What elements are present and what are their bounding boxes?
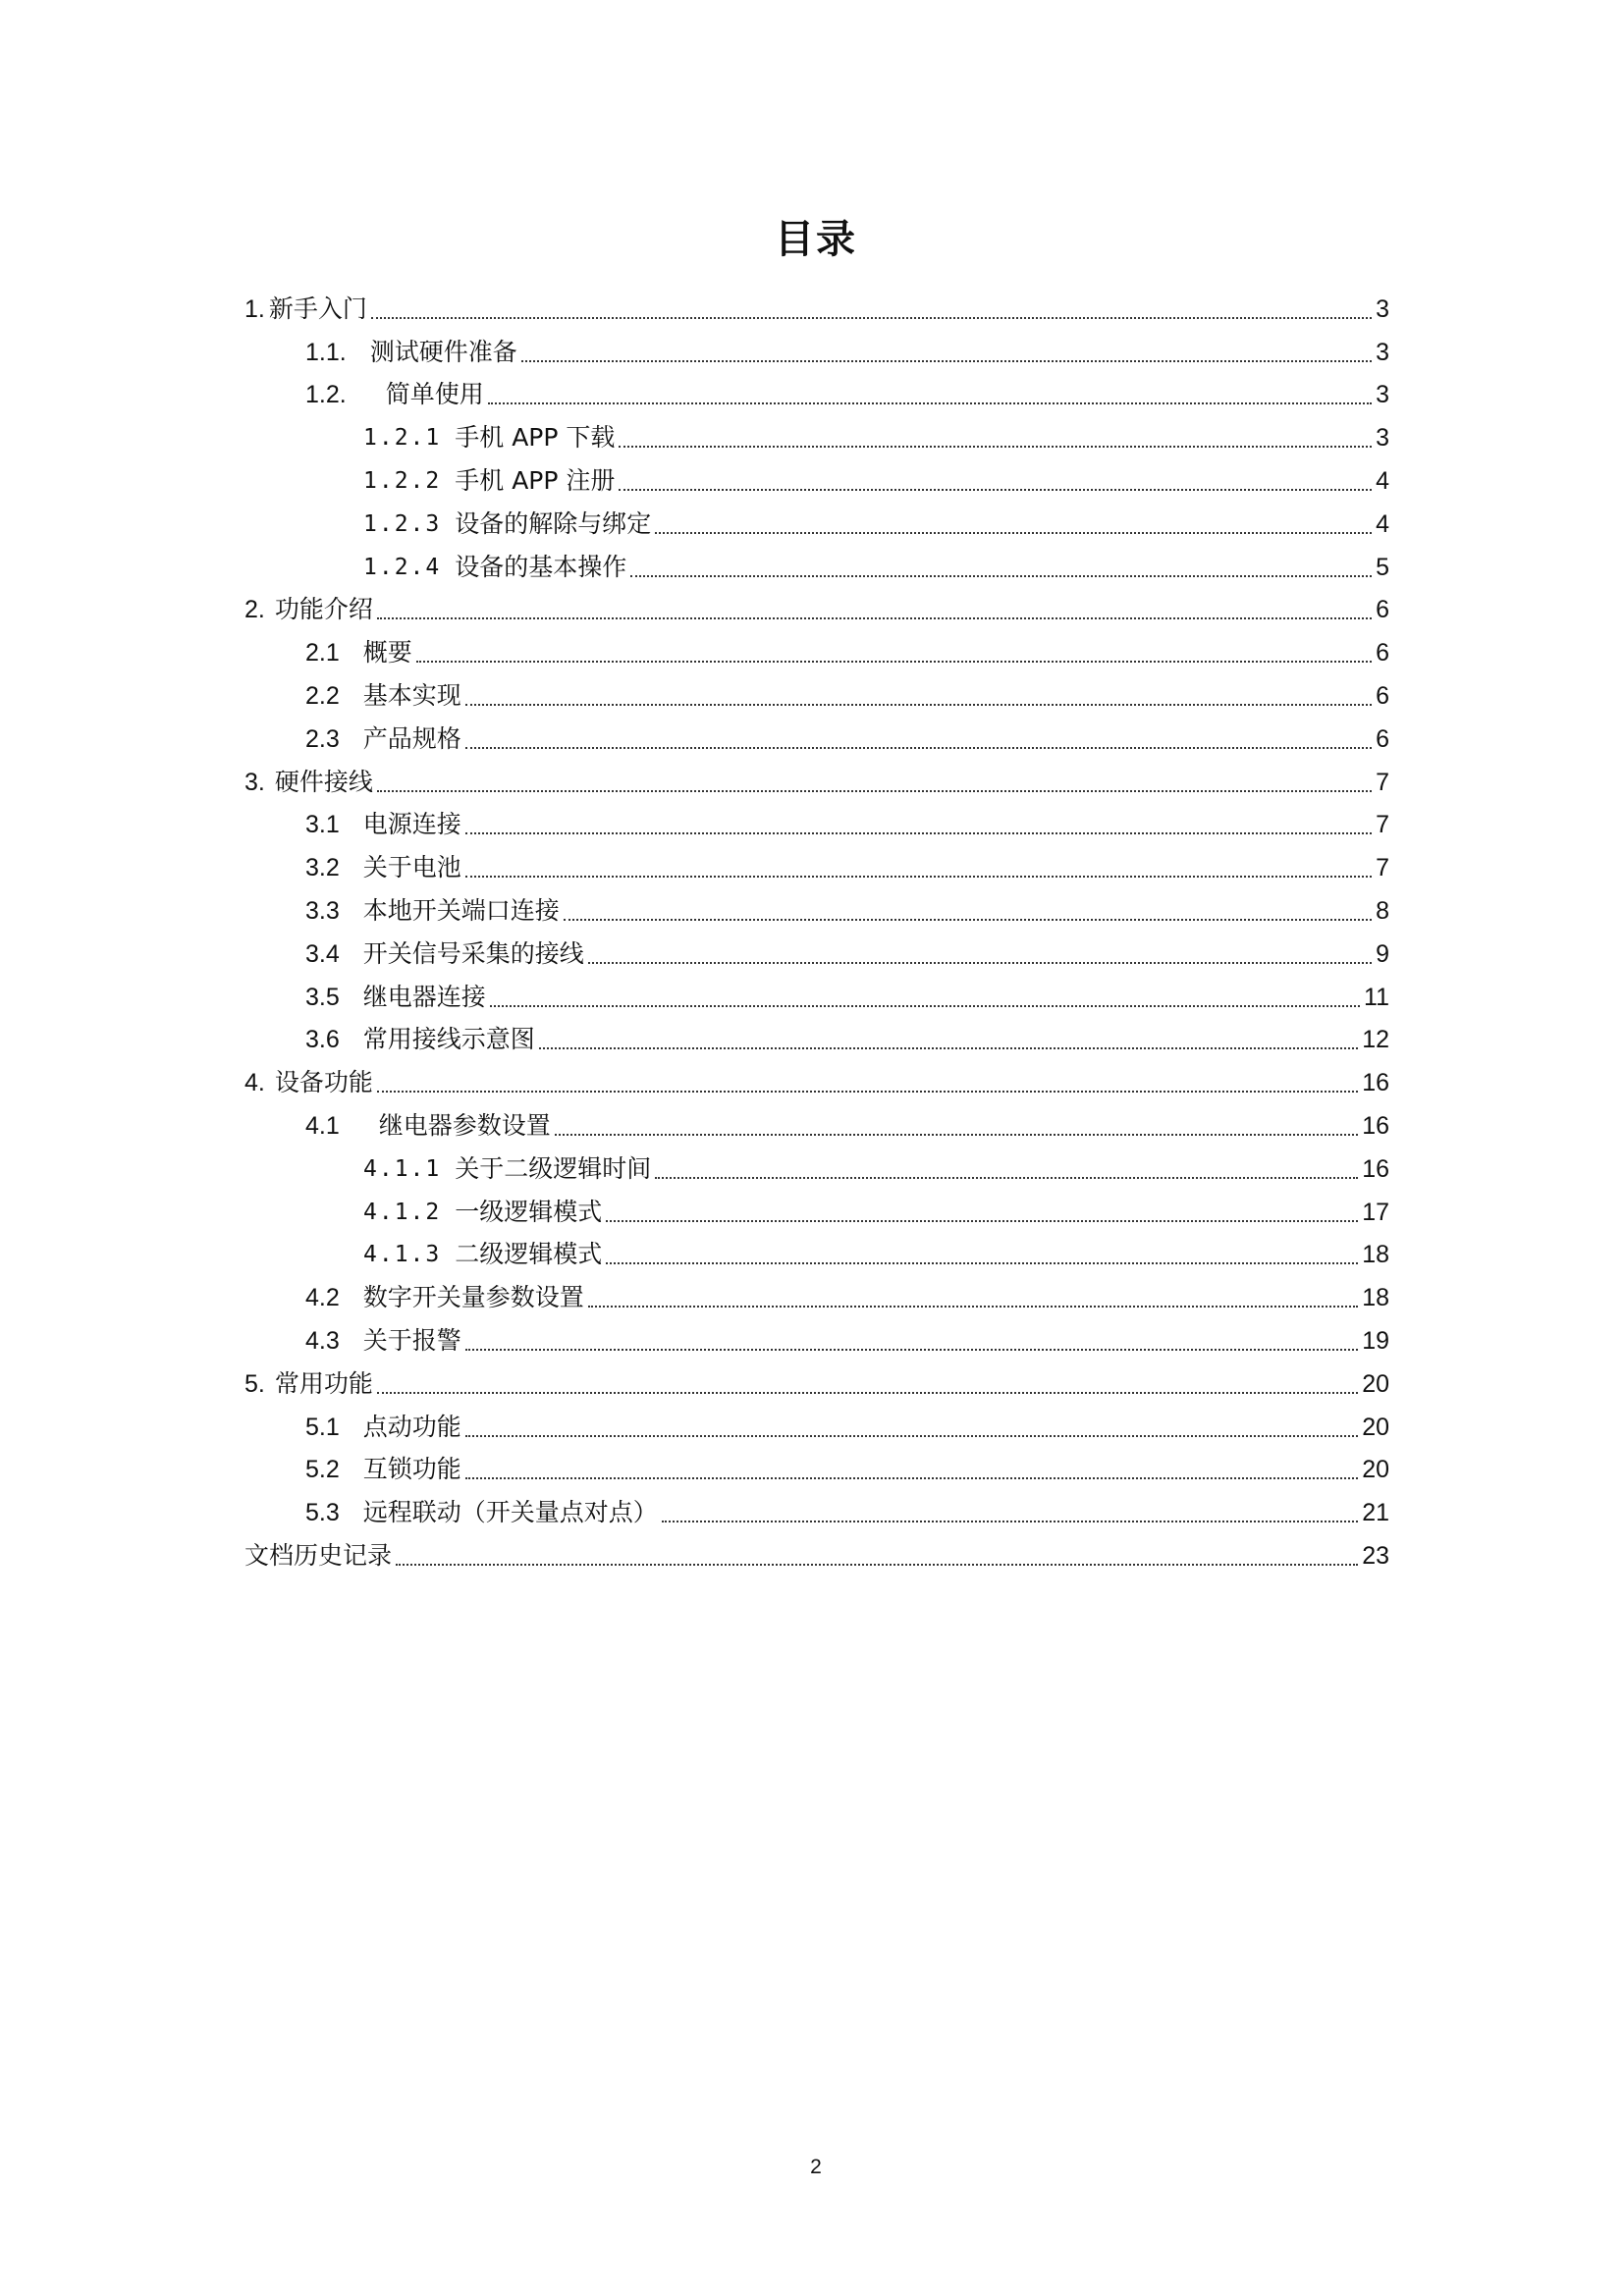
- dot-leader: [655, 1177, 1358, 1179]
- toc-entry-number: 5.: [244, 1369, 265, 1398]
- dot-leader: [662, 1521, 1358, 1522]
- toc-entry-number: 1.1.: [305, 338, 347, 366]
- dot-leader: [564, 919, 1372, 921]
- toc-entry-page-number: 4: [1376, 467, 1389, 496]
- page-number: 2: [810, 2156, 822, 2178]
- toc-entry[interactable]: [244, 331, 1389, 374]
- toc-entry-number: 5.2: [305, 1456, 340, 1484]
- toc-entry-number: 1.: [244, 294, 265, 323]
- toc-entry[interactable]: [244, 374, 1389, 417]
- toc-entry-number: 3.2: [305, 854, 340, 882]
- dot-leader: [655, 532, 1372, 534]
- dot-leader: [377, 1091, 1358, 1093]
- toc-entry-label: 远程联动（开关量点对点）: [362, 1498, 658, 1527]
- toc-entry-number: 1.2.1: [363, 425, 442, 452]
- toc-entry-number: 3.: [244, 768, 265, 796]
- toc-entry-label: 设备的解除与绑定: [455, 508, 652, 538]
- toc-entry-number: 1.2.3: [363, 510, 442, 537]
- toc-entry[interactable]: [244, 976, 1389, 1019]
- toc-entry-label: 测试硬件准备: [369, 337, 517, 366]
- toc-entry-page-number: 20: [1362, 1369, 1389, 1398]
- dot-leader: [465, 704, 1372, 706]
- toc-entry-number: 2.3: [305, 724, 340, 753]
- dot-leader: [521, 360, 1372, 362]
- dot-leader: [416, 661, 1372, 663]
- toc-entry-label: 关于报警: [362, 1326, 461, 1356]
- toc-entry-page-number: 6: [1376, 639, 1389, 667]
- toc-entry-label: 电源连接: [362, 810, 461, 839]
- toc-entry-page-number: 11: [1364, 983, 1389, 1011]
- toc-entry-page-number: 21: [1362, 1499, 1389, 1527]
- toc-entry-label: 点动功能: [362, 1412, 461, 1441]
- dot-leader: [619, 446, 1372, 448]
- toc-entry[interactable]: [244, 589, 1389, 632]
- toc-entry-label: 二级逻辑模式: [455, 1240, 603, 1269]
- toc-entry-page-number: 16: [1362, 1154, 1389, 1183]
- dot-leader: [377, 1392, 1358, 1394]
- toc-entry-label: 简单使用: [385, 380, 484, 409]
- toc-entry[interactable]: [244, 503, 1389, 546]
- toc-entry-page-number: 8: [1376, 897, 1389, 926]
- toc-entry-page-number: 9: [1376, 939, 1389, 968]
- toc-entry-page-number: 18: [1362, 1241, 1389, 1269]
- toc-entry-number: 3.3: [305, 897, 340, 926]
- toc-entry-number: 3.5: [305, 983, 340, 1011]
- toc-entry-number: 3.1: [305, 811, 340, 839]
- toc-entry-page-number: 7: [1376, 854, 1389, 882]
- toc-entry-label: 设备功能: [274, 1068, 373, 1097]
- dot-leader: [377, 617, 1372, 619]
- toc-entry-label: 硬件接线: [274, 767, 373, 796]
- toc-entry-label: 新手入门: [268, 294, 367, 323]
- toc-entry[interactable]: [244, 1061, 1389, 1104]
- toc-entry-number: 2.2: [305, 682, 340, 711]
- toc-entry-number: 5.1: [305, 1413, 340, 1441]
- toc-entry[interactable]: [244, 459, 1389, 503]
- toc-entry[interactable]: [244, 674, 1389, 718]
- toc-entry-page-number: 5: [1376, 553, 1389, 581]
- toc-entry-page-number: 6: [1376, 682, 1389, 711]
- table-of-contents: [244, 288, 1389, 1577]
- toc-entry-number: 2.: [244, 596, 265, 624]
- dot-leader: [465, 1477, 1358, 1479]
- toc-entry[interactable]: [244, 846, 1389, 889]
- dot-leader: [555, 1134, 1358, 1136]
- toc-entry-page-number: 6: [1376, 724, 1389, 753]
- toc-entry-number: 2.1: [305, 639, 340, 667]
- toc-entry-label: 概要: [362, 638, 412, 667]
- toc-entry-number: 4.1.2: [363, 1199, 442, 1225]
- toc-entry-number: 4.1.1: [363, 1155, 442, 1182]
- dot-leader: [377, 790, 1372, 792]
- toc-entry-label: 继电器参数设置: [378, 1111, 551, 1141]
- toc-entry-number: 4.2: [305, 1284, 340, 1312]
- toc-entry-page-number: 3: [1376, 424, 1389, 453]
- toc-entry-label: 本地开关端口连接: [362, 896, 560, 926]
- dot-leader: [619, 489, 1372, 491]
- toc-entry-page-number: 16: [1362, 1112, 1389, 1141]
- dot-leader: [465, 876, 1372, 878]
- toc-entry-page-number: 3: [1376, 381, 1389, 409]
- toc-entry-label: 基本实现: [362, 681, 461, 711]
- toc-entry-number: 4.1.3: [363, 1242, 442, 1268]
- toc-entry-page-number: 3: [1376, 294, 1389, 323]
- toc-entry-label: 关于二级逻辑时间: [455, 1153, 652, 1183]
- toc-entry[interactable]: [244, 804, 1389, 847]
- toc-entry-label: 产品规格: [362, 723, 461, 753]
- dot-leader: [465, 832, 1372, 834]
- toc-entry[interactable]: [244, 1148, 1389, 1191]
- toc-entry[interactable]: [244, 933, 1389, 976]
- toc-entry-page-number: 18: [1362, 1284, 1389, 1312]
- toc-entry[interactable]: [244, 1276, 1389, 1319]
- dot-leader: [465, 1435, 1358, 1437]
- toc-title: 目录: [775, 217, 857, 262]
- toc-entry-label: 一级逻辑模式: [455, 1197, 603, 1226]
- toc-entry[interactable]: [244, 1406, 1389, 1449]
- toc-entry[interactable]: [244, 1319, 1389, 1362]
- toc-entry-number: 4.3: [305, 1327, 340, 1356]
- dot-leader: [488, 402, 1372, 404]
- toc-entry-page-number: 4: [1376, 509, 1389, 538]
- toc-entry-number: 1.2.: [305, 381, 347, 409]
- toc-entry-label: 常用功能: [274, 1368, 373, 1398]
- toc-entry-label: 文档历史记录: [244, 1541, 393, 1570]
- dot-leader: [539, 1047, 1358, 1049]
- toc-entry-number: 3.6: [305, 1026, 340, 1054]
- toc-entry-number: 4.1: [305, 1112, 340, 1141]
- toc-entry-label: 设备的基本操作: [455, 552, 627, 581]
- dot-leader: [588, 962, 1372, 964]
- dot-leader: [606, 1220, 1358, 1222]
- toc-entry-page-number: 3: [1376, 338, 1389, 366]
- toc-entry[interactable]: [244, 1191, 1389, 1234]
- dot-leader: [465, 747, 1372, 749]
- dot-leader: [490, 1005, 1360, 1007]
- toc-entry-label: 开关信号采集的接线: [362, 938, 584, 968]
- toc-entry-page-number: 6: [1376, 596, 1389, 624]
- dot-leader: [630, 575, 1372, 577]
- toc-entry-label: 手机 APP 注册: [455, 466, 616, 496]
- dot-leader: [396, 1564, 1358, 1566]
- dot-leader: [371, 317, 1372, 319]
- toc-entry[interactable]: [244, 718, 1389, 761]
- toc-entry[interactable]: [244, 1534, 1389, 1577]
- toc-entry[interactable]: [244, 1019, 1389, 1062]
- toc-entry[interactable]: [244, 1234, 1389, 1277]
- toc-entry-label: 互锁功能: [362, 1455, 461, 1484]
- toc-entry[interactable]: [244, 1104, 1389, 1148]
- toc-entry-page-number: 23: [1362, 1542, 1389, 1570]
- dot-leader: [588, 1306, 1358, 1308]
- dot-leader: [606, 1262, 1358, 1264]
- toc-entry-page-number: 20: [1362, 1413, 1389, 1441]
- toc-entry-label: 手机 APP 下载: [455, 423, 616, 453]
- toc-entry[interactable]: [244, 631, 1389, 674]
- toc-entry-label: 继电器连接: [362, 982, 486, 1011]
- toc-entry-page-number: 19: [1362, 1327, 1389, 1356]
- toc-entry-page-number: 16: [1362, 1069, 1389, 1097]
- toc-entry-page-number: 12: [1362, 1026, 1389, 1054]
- toc-entry-number: 1.2.4: [363, 554, 442, 580]
- toc-entry-number: 1.2.2: [363, 468, 442, 495]
- toc-entry-page-number: 7: [1376, 811, 1389, 839]
- toc-entry[interactable]: [244, 416, 1389, 459]
- dot-leader: [465, 1349, 1358, 1351]
- toc-entry-page-number: 20: [1362, 1456, 1389, 1484]
- toc-entry[interactable]: [244, 546, 1389, 589]
- toc-entry-label: 数字开关量参数设置: [362, 1283, 584, 1312]
- toc-entry-label: 常用接线示意图: [362, 1025, 535, 1054]
- toc-entry-page-number: 17: [1362, 1198, 1389, 1226]
- toc-entry-number: 3.4: [305, 939, 340, 968]
- toc-entry[interactable]: [244, 889, 1389, 933]
- toc-entry[interactable]: [244, 288, 1389, 331]
- toc-entry-label: 功能介绍: [274, 595, 373, 624]
- toc-entry-page-number: 7: [1376, 768, 1389, 796]
- toc-entry[interactable]: [244, 761, 1389, 804]
- toc-entry-number: 4.: [244, 1069, 265, 1097]
- toc-entry-label: 关于电池: [362, 853, 461, 882]
- toc-entry-number: 5.3: [305, 1499, 340, 1527]
- toc-entry[interactable]: [244, 1362, 1389, 1406]
- toc-entry[interactable]: [244, 1491, 1389, 1534]
- toc-entry[interactable]: [244, 1449, 1389, 1492]
